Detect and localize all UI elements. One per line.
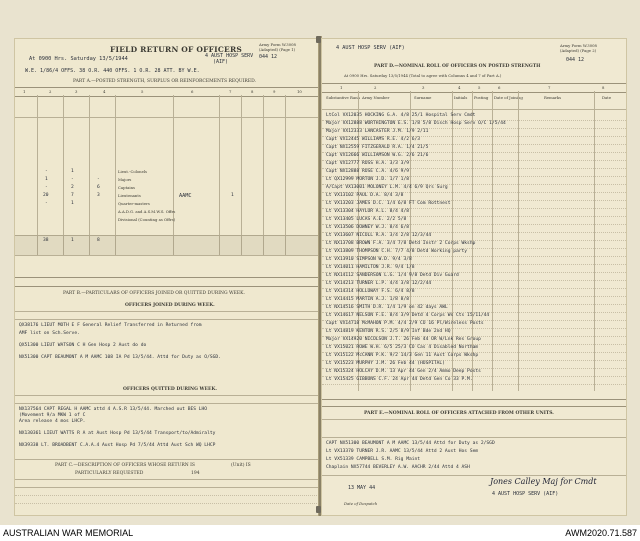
joined-row: QX51300 LIEUT WATSON C H Gen Hosp 2 Aust do do [19,343,147,348]
part-c-subheading: PARTICULARLY REQUESTED [75,471,144,476]
rank-captains: Captains [118,185,135,190]
attached-row: Chaplain NX57744 BEVERLEY A.W. AACHR 2/44 Attd 4 ASH [326,465,470,470]
col-head-surname: Surname [414,95,432,100]
part-c-date: 194 [191,471,200,476]
joined-row: NX51300 CAPT BEAUMONT A M AAMC 108 IA Pd 13/5/44. Attd for Duty as O/SGD. [19,355,221,360]
accession-number: AWM2020.71.587 [565,528,637,538]
attached-row: Lt VX13370 TURNER J.R. AAMC 13/5/44 Attd 2 Aust Hos Sem [326,449,479,454]
roll-row: Lt VX15021 ROWE W.H. 6/5 25/3 CO Cas 4 Disabled Northam [326,345,479,350]
rank-aadg-offrs: A.A.D.G. and A.S.M.W.S. Offrs [118,209,176,214]
signature-unit-stamp: 4 AUST HOSP SERV (AIF) [492,491,559,497]
part-d-heading: PART D.—NOMINAL ROLL OF OFFICERS ON POSTED STRENGTH [374,64,541,69]
form-title: FIELD RETURN OF OFFICERS [110,45,243,54]
form-reference: Army Form W.3008 [259,42,296,47]
quitted-row: NX130361 LIEUT WATTS R A at Aust Hosp Pd 13/5/44 Transport/to/Admiralty [19,431,216,436]
aamc-stamp: AAMC [179,193,192,199]
strength-value: 1 [45,177,48,182]
roll-row: Lt VX13910 SIMPSON W.D. 9/4 3/8 [326,257,412,262]
field-return-page-2 [321,38,627,516]
roll-row: Major VX12333 LANCASTER J.M. 1/9 2/11 [326,129,429,134]
strength-value: 1 [71,169,74,174]
roll-row: Lt NX14516 SMITH D.R. 1/4 1/9 on 42 days AWL [326,305,448,310]
despatch-date-stamp: 13 MAY 44 [348,485,376,491]
roll-row: Lt VX13304 HAYLOR A.L. 8/4 4/8 [326,209,409,214]
roll-row: Lt VX15122 McCANN P.K. 9/2 14/3 Gen 11 Aust Corps Wkshp [326,353,479,358]
quitted-row: NX137564 CAPT REGAL H AAMC attd 4 A.S.R 13/5/44. Marched out BES LHO [19,407,208,412]
joined-row: QX38176 LIEUT MOTH E F General Relief Transferred in Returned from [19,323,202,328]
roll-row: Capt VX12777 ROSS H.A. 3/3 3/9 [326,161,409,166]
col-head-rank: Substantive Rank [326,95,360,100]
date-line: At 0900 Hrs. Saturday 13/5/1944 [29,56,128,62]
part-d-subheading: At 0900 Hrs. Saturday 13/5/1944 (Total to agree with Columns 4 and 7 of Part A.) [344,73,502,78]
col-head-number: Army Number [362,95,390,100]
attached-value: 1 [231,193,234,198]
roll-row: A/Capt VX13001 MOLONEY L.M. 4/4 6/9 Qrs Surg [326,185,448,190]
strength-value: 1 [71,201,74,206]
roll-row: Major VX14920 NICOLSON J.T. 26 Feb 44 OR W/Lnk Res Group [326,337,481,342]
strength-value: - [97,177,100,182]
field-return-page-1 [14,38,320,516]
despatch-date-label: Date of Despatch [344,501,378,506]
part-d-col-7: 7 [548,85,551,90]
roll-row: Lt VX14213 TURNER L.P. 4/4 3/8 12/2/44 [326,281,432,286]
archive-name: AUSTRALIAN WAR MEMORIAL [3,528,134,538]
part-a-col-9: 9 [273,89,276,94]
part-c-unit: (Unit) IS [231,463,251,468]
joined-heading: OFFICERS JOINED DURING WEEK. [125,303,215,308]
roll-row: Lt VX15425 GIBBONS C.F. 24 Apr 44 Detd Gen Co 33 P.M. [326,377,473,382]
roll-row: Capt VX12445 WILLIAMS R.E. 4/2 6/3 [326,137,421,142]
part-d-col-2: 2 [374,85,377,90]
form-reference-sub: (Adapted) (Page 2) [560,48,597,53]
roll-row: Lt VX13203 JAMES D.C. 1/4 6/8 FT Com Rottnest [326,201,451,206]
strength-value: - [71,177,74,182]
roll-row: Lt QX12999 MORTON J.D. 1/7 1/8 [326,177,409,182]
roll-row: Lt NX14112 SANDERSON L.G. 1/4 9/8 Detd Div Guard [326,273,459,278]
strength-value: - [45,201,48,206]
part-a-col-2: 2 [49,89,52,94]
part-d-col-4: 4 [458,85,461,90]
unit-stamp-aif: (AIF) [213,59,229,65]
col-head-date: Date [602,95,612,100]
part-a-col-7: 7 [229,89,232,94]
quitted-row: Area release 4 mos LHCP. [19,419,86,424]
part-a-col-5: 5 [141,89,144,94]
rank-lieut-colonels: Lieut.-Colonels [118,169,147,174]
quitted-row: (Movement 9/a MKW 1 of C [19,413,86,418]
roll-row: Capt NX12559 FITZGERALD R.A. 1/4 21/5 [326,145,429,150]
roll-row: Major VX12888 WORTHINGTON E.S. 1/8 5/8 Disch Hosp Serv O/C 1/5/44 [326,121,506,126]
part-a-heading: PART A.—POSTED STRENGTH, SURPLUS OR REINFORCEMENTS REQUIRED. [73,79,256,84]
roll-row: Lt VX13102 PAUL D.A. 8/4 3/8 [326,193,404,198]
rank-divisional: Divisional (Counting as Offrs) [118,217,176,222]
attached-row: Lt VX51339 CAMPBELL S.M. Rig Maint [326,457,421,462]
roll-row: Lt VX14617 NELSON F.E. 8/4 3/9 Detd 4 Corps Ws Cts 15/11/44 [326,313,490,318]
war-establishment-line: W.E. 1/86/4 OFFS. 38 O.R. 440 OFFS. 1 O.R. 28 ATT. BY W.E. [25,68,200,74]
form-reference: Army Form W.3008 [560,43,597,48]
unit-stamp: 4 AUST HOSP SERV (AIF) [336,45,405,51]
rank-lieutenants: Lieutenants [118,193,141,198]
part-d-col-6: 6 [498,85,501,90]
strength-value: - [45,185,48,190]
total-surplus: 1 [71,238,74,243]
officer-signature: Jones Calley Maj for Cmdt [490,477,597,486]
part-a-col-4: 4 [103,89,106,94]
part-d-col-3: 3 [422,85,425,90]
roll-row: Lt VX13506 DOWNEY W.J. 8/4 6/8 [326,225,409,230]
roll-row: Lt VX15223 MURPHY J.M. 26 Feb 44 (HOSPITAL) [326,361,445,366]
rank-quarter-masters: Quarter-masters [118,201,150,206]
roll-row: Lt VX14415 MARTIN A.J. 1/8 8/8 [326,297,409,302]
roll-row: Capt VX12666 WILLIAMSON W.G. 2/6 21/6 [326,153,429,158]
form-reference-sub: (Adapted) (Page 1) [259,47,296,52]
part-a-col-6: 6 [191,89,194,94]
archive-caption-bar [0,525,640,541]
col-head-initials: Initials [454,95,468,100]
total-reinf: 8 [97,238,100,243]
strength-value: 7 [71,193,74,198]
strength-value: - [45,169,48,174]
col-head-remarks: Remarks [544,95,562,100]
part-d-col-1: 1 [340,85,343,90]
quitted-row: NX39338 LT. BROADBENT C.A.A.4 Aust Hosp Pd 7/5/44 Attd Aust Sch WQ LHCP [19,443,216,448]
attached-row: CAPT NX51300 BEAUMONT A M AAMC 13/5/44 Attd for Duty as 2/SGD [326,441,495,446]
roll-row: Lt VX13405 LUCAS A.E. 2/2 5/8 [326,217,407,222]
strength-value: 6 [97,185,100,190]
strength-value: 2 [71,185,74,190]
part-b-heading: PART B.—PARTICULARS OF OFFICERS JOINED OR QUITTED DURING WEEK. [63,291,245,296]
roll-row: LtCol VX12035 HOCKING G.A. 4/8 25/1 Hospital Serv Cmdt [326,113,476,118]
strength-value: 20 [43,193,49,198]
joined-row: AMF list on Sch.Serve. [19,331,80,336]
part-d-col-5: 5 [478,85,481,90]
part-a-col-1: 1 [23,89,26,94]
roll-row: Lt VX14819 KENTON R.S. 2/5 8/9 Inf Bde 2nd HQ [326,329,451,334]
part-a-col-3: 3 [75,89,78,94]
part-e-heading: PART E.—NOMINAL ROLL OF OFFICERS ATTACHED FROM OTHER UNITS. [364,411,554,416]
col-head-joining: Date of Joining [494,95,523,100]
serial-number-stamp: 044 12 [259,54,278,60]
unit-stamp: 4 AUST HOSP SERV [205,53,254,59]
quitted-heading: OFFICERS QUITTED DURING WEEK. [123,387,217,392]
roll-row: Lt VX14011 HAMILTON J.R. 9/4 1/8 [326,265,415,270]
roll-row: Lt NX13708 BROWN F.A. 3/4 7/8 Detd Instr 2 Corps Wkshp [326,241,476,246]
col-head-posting: Posting [474,95,489,100]
roll-row: Lt NX15324 HOLCAY D.M. 13 Apr 44 Gen 2/4 Ammo Deep Posts [326,369,481,374]
roll-row: Lt VX13607 NICOLL R.A. 3/4 2/8 12/3/44 [326,233,432,238]
rank-majors: Majors [118,177,132,182]
part-a-col-10: 10 [297,89,302,94]
roll-row: Capt VX14718 McMAHON P.M. 4/4 2/9 CO 16 Pl/Wireless Posts [326,321,484,326]
strength-value: 3 [97,193,100,198]
total-posted: 38 [43,238,49,243]
roll-row: Lt VX13809 THOMPSON C.H. 7/7 4/8 Detd Working party [326,249,468,254]
roll-row-rule [322,384,626,385]
roll-row: Capt NX12888 ROSE C.A. 4/6 9/9 [326,169,409,174]
roll-row: Lt VX14314 HOLLOWAY F.S. 6/4 8/8 [326,289,415,294]
part-c-heading: PART C.—DESCRIPTION OF OFFICERS WHOSE RETURN IS [55,463,195,468]
part-d-col-8: 8 [602,85,605,90]
serial-number-stamp: 044 12 [566,57,585,63]
part-a-col-8: 8 [251,89,254,94]
